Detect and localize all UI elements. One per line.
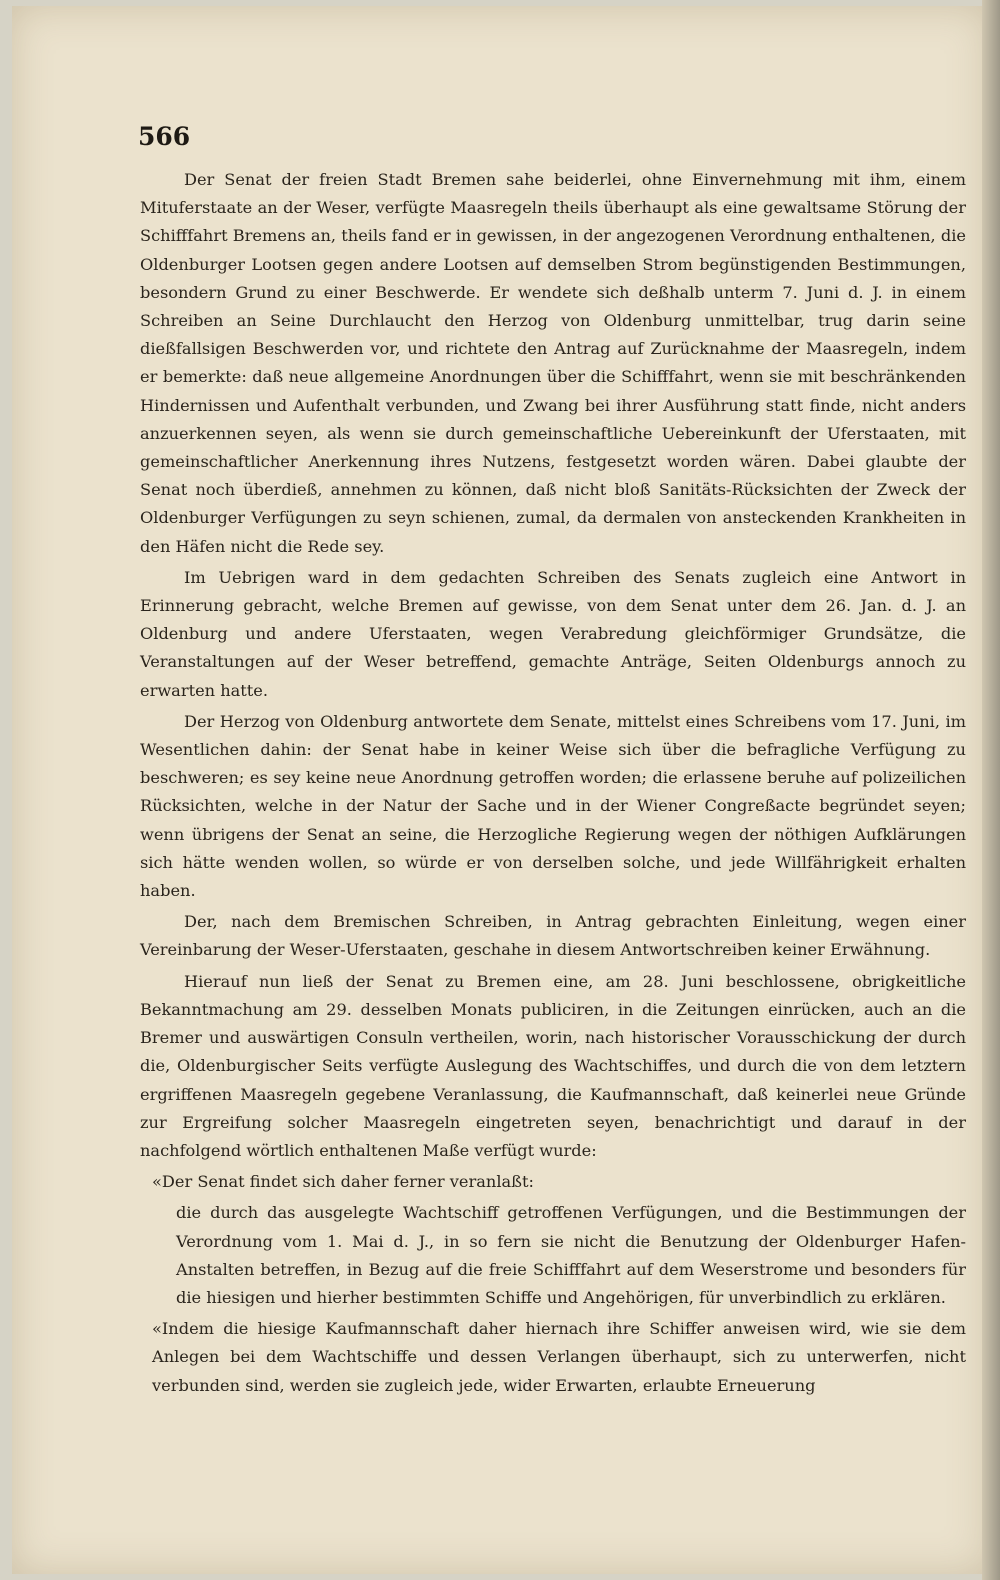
paragraph: Der Herzog von Oldenburg antwortete dem Senate, mittelst eines Schreibens vom 17. Juni, im Wesentlichen dahin: der Senat habe in keiner Weise sich über die befragliche Verfügung zu beschweren; es sey keine neue Anordnung getroffen worden; die erlassene beruhe auf polizeilichen Rücksichten, welche in der Natur der Sache und in der Wiener Congreßacte begründet seyen; wenn übrigens der Senat an seine, die Herzogliche Regierung wegen der nöthigen Aufklärungen sich hätte wenden wollen, so würde er von derselben solche, und jede Willfährigkeit erhalten haben. — [140, 711, 966, 901]
book-gutter — [982, 0, 1000, 1580]
quote-heading: «Der Senat findet sich daher ferner veranlaßt: — [152, 1172, 534, 1192]
quote-paragraph: «Indem die hiesige Kaufmannschaft daher hiernach ihre Schiffer anweisen wird, wie sie dem Anlegen bei dem Wachtschiffe und dessen Verlangen überhaupt, sich zu unterwerfen, nicht verbunden sind, werden sie zugleich jede, wider Erwarten, erlaubte Erneuerung — [152, 1319, 966, 1395]
page-body — [140, 166, 966, 1400]
paragraph: Im Uebrigen ward in dem gedachten Schreiben des Senats zugleich eine Antwort in Erinnerung gebracht, welche Bremen auf gewisse, von dem Senat unter dem 26. Jan. d. J. an Oldenburg und andere Uferstaaten, wegen Verabredung gleichförmiger Grundsätze, die Veranstaltungen auf der Weser betreffend, gemachte Anträge, Seiten Oldenburgs annoch zu erwarten hatte. — [140, 567, 966, 700]
quote-paragraph: die durch das ausgelegte Wachtschiff getroffenen Verfügungen, und die Bestimmungen der Verordnung vom 1. Mai d. J., in so fern sie nicht die Benutzung der Oldenburger Hafen-Anstalten betreffen, in Bezug auf die freie Schifffahrt auf dem Weserstrome und besonders für die hiesigen und hierher bestimmten Schiffe und Angehörigen, für unverbindlich zu erklären. — [176, 1203, 966, 1307]
paragraph: Der Senat der freien Stadt Bremen sahe beiderlei, ohne Einvernehmung mit ihm, einem Mituferstaate an der Weser, verfügte Maasregeln theils überhaupt als eine gewaltsame Störung der Schifffahrt Bremens an, theils fand er in gewissen, in der angezogenen Verordnung enthaltenen, die Oldenburger Lootsen gegen andere Lootsen auf demselben Strom begünstigenden Bestimmungen, besondern Grund zu einer Beschwerde. Er wendete sich deßhalb unterm 7. Juni d. J. in einem Schreiben an Seine Durchlaucht den Herzog von Oldenburg unmittelbar, trug darin seine dießfallsigen Beschwerden vor, und richtete den Antrag auf Zurücknahme der Maasregeln, indem er bemerkte: daß neue allgemeine Anordnungen über die Schifffahrt, wenn sie mit beschränkenden Hindernissen und Aufenthalt verbunden, und Zwang bei ihrer Ausführung statt finde, nicht anders anzuerkennen seyen, als wenn sie durch gemeinschaftliche Uebereinkunft der Uferstaaten, mit gemeinschaftlicher Anerkennung ihres Nutzens, festgesetzt worden wären. Dabei glaubte der Senat noch überdieß, annehmen zu können, daß nicht bloß Sanitäts-Rücksichten der Zweck der Oldenburger Verfügungen zu seyn schienen, zumal, da dermalen von ansteckenden Krankheiten in den Häfen nicht die Rede sey. — [140, 170, 966, 556]
paragraph: Hierauf nun ließ der Senat zu Bremen eine, am 28. Juni beschlossene, obrigkeitliche Bekanntmachung am 29. desselben Monats publiciren, in die Zeitungen einrücken, auch an die Bremer und auswärtigen Consuln vertheilen, worin, nach historischer Vorausschickung der durch die, Oldenburgischer Seits verfügte Auslegung des Wachtschiffes, und durch die von dem letztern ergriffenen Maasregeln gegebene Veranlassung, die Kaufmannschaft, daß keinerlei neue Gründe zur Ergreifung solcher Maasregeln eingetreten seyen, benachrichtigt und darauf in der nachfolgend wörtlich enthaltenen Maße verfügt wurde: — [140, 971, 966, 1160]
book-page — [12, 6, 988, 1574]
paragraph: Der, nach dem Bremischen Schreiben, in Antrag gebrachten Einleitung, wegen einer Vereinbarung der Weser-Uferstaaten, geschahe in diesem Antwortschreiben keiner Erwähnung. — [140, 912, 966, 960]
page-number: 566 — [138, 122, 191, 151]
